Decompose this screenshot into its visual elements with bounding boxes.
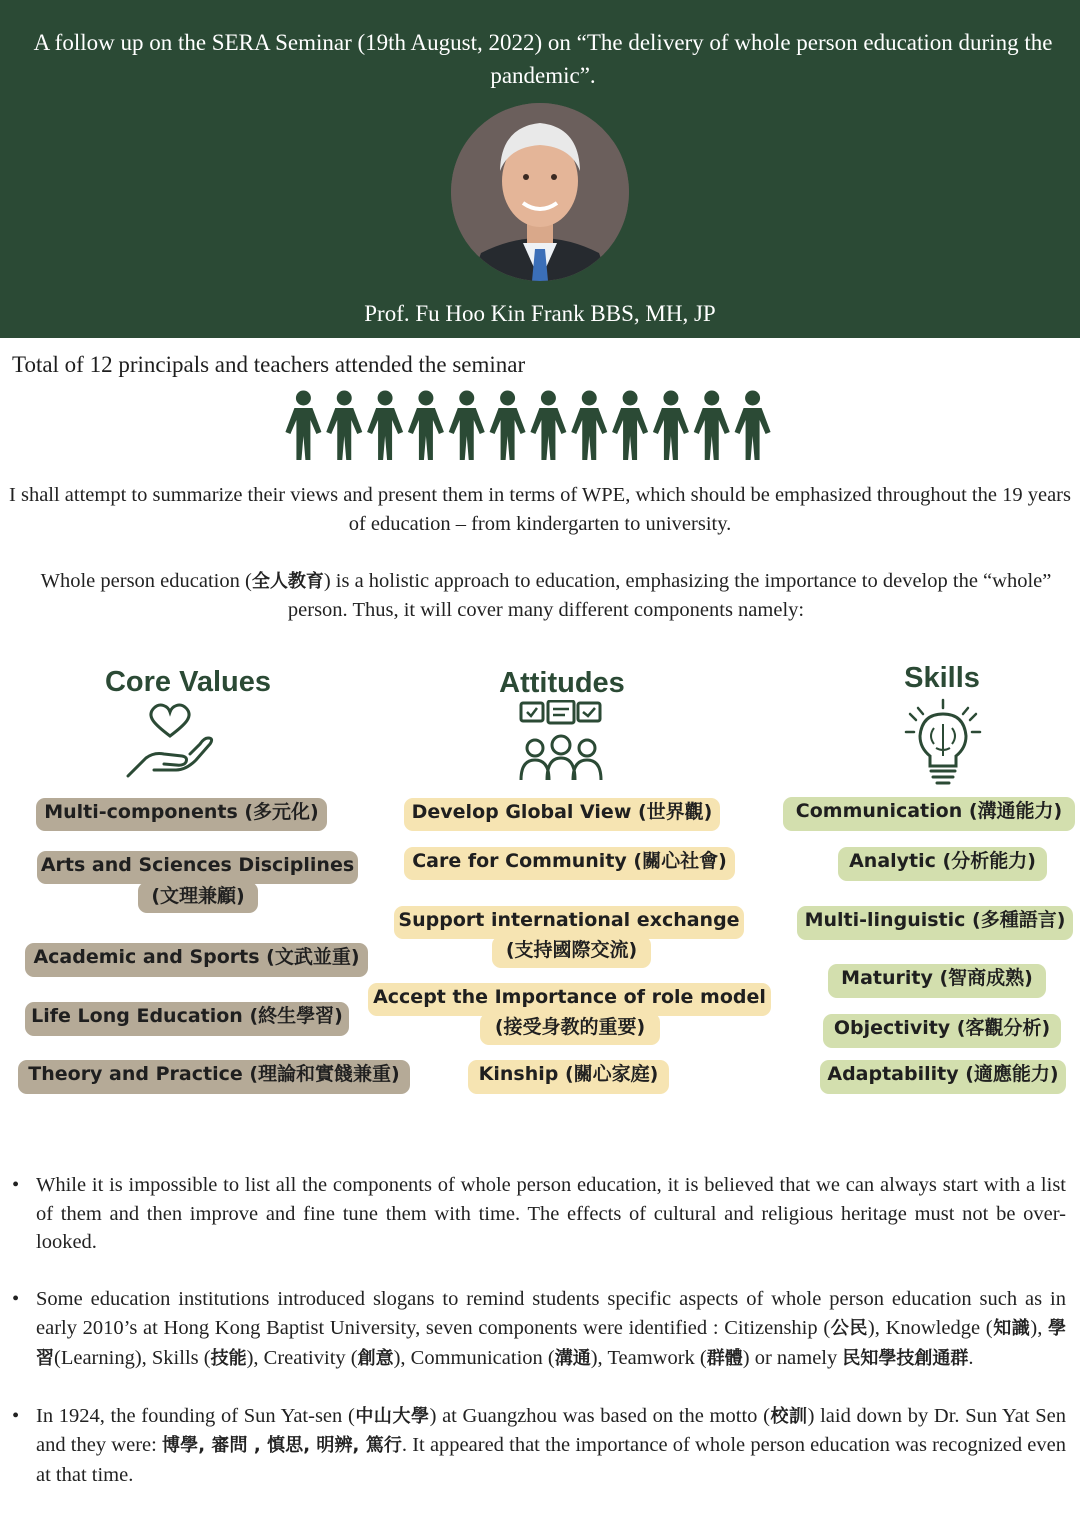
portrait-icon <box>451 103 629 281</box>
people-chat-icon <box>518 700 604 782</box>
attendance-text: Total of 12 principals and teachers attended the seminar <box>12 352 526 377</box>
core-value-arts-sciences: Arts and Sciences Disciplines <box>37 851 358 884</box>
person-icon <box>735 391 771 461</box>
skill-adaptability: Adaptability (適應能力) <box>820 1060 1066 1094</box>
person-icon <box>571 391 607 461</box>
attitude-international-exchange-cjk: (支持國際交流) <box>492 936 651 968</box>
core-value-theory-practice: Theory and Practice (理論和實餞兼重) <box>18 1060 410 1094</box>
skill-objectivity: Objectivity (客觀分析) <box>823 1014 1061 1048</box>
core-values-heading: Core Values <box>104 666 272 698</box>
skill-maturity: Maturity (智商成熟) <box>828 964 1046 998</box>
core-value-arts-sciences-cjk: (文理兼顧) <box>138 882 258 913</box>
lightbulb-brain-icon <box>900 696 986 788</box>
heart-hand-icon <box>124 700 216 780</box>
person-icon <box>694 391 730 461</box>
person-icon <box>449 391 485 461</box>
intro-paragraph-2: Whole person education (全人教育) is a holistic approach to education, emphasizing the importance to develop the “whole” person. Thus, it will cover many different components namely: <box>40 570 1052 621</box>
skills-heading: Skills <box>904 662 980 694</box>
skill-multi-linguistic: Multi-linguistic (多種語言) <box>797 906 1073 940</box>
bullet-list <box>10 1171 1066 1518</box>
speaker-name: Prof. Fu Hoo Kin Frank BBS, MH, JP <box>364 301 716 326</box>
intro-paragraph-1: I shall attempt to summarize their views and present them in terms of WPE, which should be emphasized throughout the 19 years of education – from kindergarten to university. <box>9 484 1071 535</box>
skill-analytic: Analytic (分析能力) <box>838 847 1047 881</box>
person-icon <box>530 391 566 461</box>
core-value-multi-components: Multi-components (多元化) <box>36 798 327 831</box>
list-item: • Some education institutions introduced slogans to remind students specific aspects of whole person education such as in early 2010’s at Hong Kong Baptist University, seven components were identified : Citizenship (公民), Knowledge (知識), 學習(Learning), Skills (技能), Creativity (創意), Communication (溝通), Teamwork (群體) or namely 民知學技創通群. <box>12 1288 1067 1369</box>
person-icon <box>367 391 403 461</box>
header-banner <box>0 0 1080 338</box>
attitude-community: Care for Community (關心社會) <box>404 847 735 880</box>
core-value-academic-sports: Academic and Sports (文武並重) <box>25 943 368 977</box>
list-item: • In 1924, the founding of Sun Yat-sen (中山大學) at Guangzhou was based on the motto (校訓) laid down by Dr. Sun Yat Sen and they were: 博學, 審問 , 慎思, 明辨, 篤行. It appeared that the importance of whole person education was recognized even at that time. <box>12 1404 1067 1486</box>
attitude-kinship: Kinship (關心家庭) <box>468 1060 669 1094</box>
attitudes-heading: Attitudes <box>499 667 625 699</box>
person-icon <box>653 391 689 461</box>
person-icon <box>490 391 526 461</box>
person-icon <box>326 391 362 461</box>
person-icon <box>408 391 444 461</box>
attitude-international-exchange: Support international exchange <box>394 906 744 939</box>
person-icon <box>285 391 321 461</box>
page-title: A follow up on the SERA Seminar (19th August, 2022) on “The delivery of whole person education during the pandemic”. <box>33 30 1053 88</box>
avatar <box>451 103 629 281</box>
attitude-role-model: Accept the Importance of role model <box>368 983 771 1016</box>
attitude-global-view: Develop Global View (世界觀) <box>404 798 720 831</box>
list-item: • While it is impossible to list all the components of whole person education, it is believed that we can always start with a list of them and then improve and fine tune them with time. The effects of cultural and religious heritage must not be over-looked. <box>12 1174 1066 1254</box>
core-value-life-long: Life Long Education (終生學習) <box>25 1002 349 1036</box>
skill-communication: Communication (溝通能力) <box>783 797 1075 831</box>
person-icon <box>612 391 648 461</box>
attitude-role-model-cjk: (接受身教的重要) <box>480 1013 660 1045</box>
attendees-figures <box>283 390 773 462</box>
